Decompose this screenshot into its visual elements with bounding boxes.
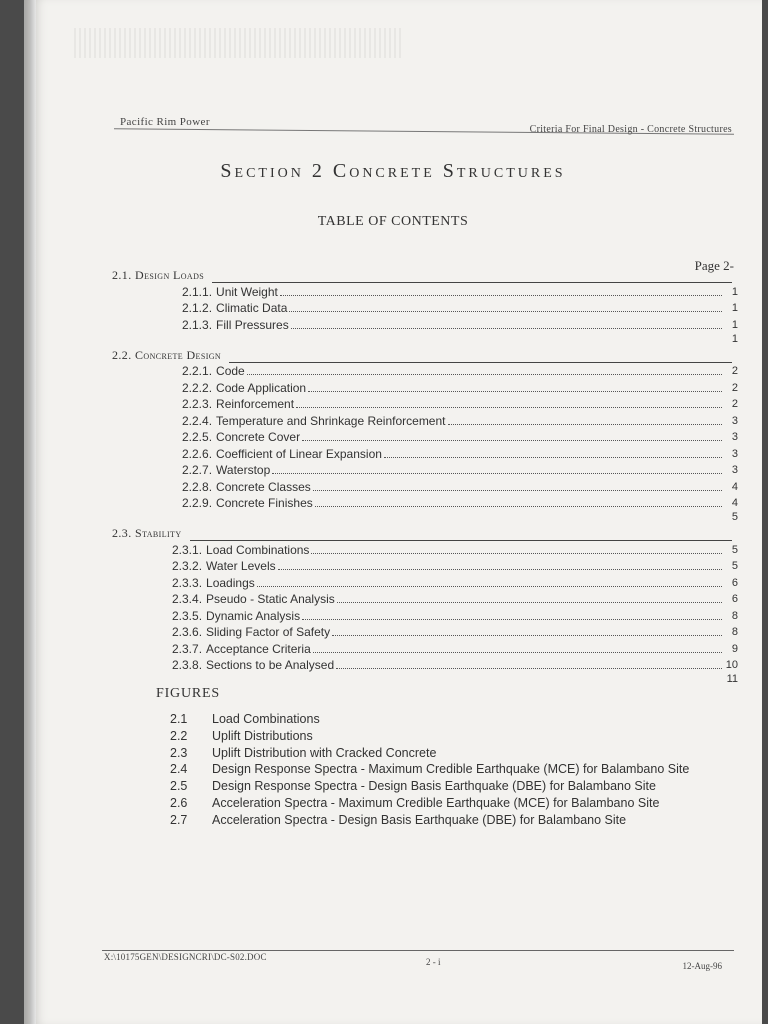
document-page [24, 0, 762, 1024]
toc-entry [112, 316, 738, 333]
toc-group-heading [112, 346, 738, 363]
figure-number: 2.6 [170, 795, 188, 810]
toc-entry-label: Unit Weight [216, 284, 278, 299]
toc-entry-number: 2.3.1. [172, 542, 203, 557]
toc-entry-label: Reinforcement [216, 397, 295, 411]
toc-entry-page: 3 [731, 431, 738, 443]
figure-item [170, 778, 689, 795]
toc-entry-page: 4 [731, 480, 738, 493]
toc-entry-number: 2.1.3. [182, 317, 213, 332]
toc-entry-page: 8 [731, 609, 738, 622]
toc-entry [112, 396, 738, 413]
figure-item [170, 711, 689, 728]
toc-entry-page: 4 [731, 497, 738, 509]
toc-leader-dots [315, 506, 722, 507]
figure-number: 2.5 [170, 779, 188, 794]
figure-label: Design Response Spectra - Design Basis Earthquake (DBE) for Balambano Site [212, 779, 656, 794]
toc-entry [112, 379, 738, 396]
toc-entry-label: Pseudo - Static Analysis [206, 592, 335, 606]
figure-label: Load Combinations [212, 712, 320, 726]
toc-leader-dots [289, 311, 722, 312]
toc-entry-number: 2.2.6. [182, 446, 213, 461]
toc-entry-number: 2.3.8. [172, 658, 203, 672]
footer-date: 12-Aug-96 [682, 961, 722, 971]
toc-leader-dots [308, 391, 722, 392]
toc-entry [112, 591, 738, 608]
toc-trailing-page-number: 1 [731, 332, 738, 345]
toc-leader-dots [291, 328, 722, 329]
toc-entry [112, 640, 738, 657]
figures-title: FIGURES [156, 686, 220, 701]
toc-entry-page: 2 [731, 398, 738, 410]
footer-rule [102, 950, 734, 951]
toc-leader-dots [448, 424, 723, 425]
toc-entry-label: Code Application [216, 380, 307, 395]
toc-entry-page: 6 [731, 576, 738, 589]
toc-entry-number: 2.2.2. [182, 380, 213, 395]
toc-entry-page: 6 [731, 593, 738, 605]
footer-file-path: X:\10175GEN\DESIGNCRI\DC-S02.DOC [104, 952, 267, 962]
toc-entry-number: 2.2.9. [182, 496, 213, 510]
figure-label: Acceleration Spectra - Maximum Credible Earthquake (MCE) for Balambano Site [212, 795, 660, 810]
figure-number: 2.7 [170, 812, 188, 827]
toc-entry-number: 2.3.5. [172, 608, 203, 623]
toc-entry [112, 558, 738, 575]
toc-entry-label: Coefficient of Linear Expansion [216, 446, 382, 461]
toc-entry [112, 478, 738, 495]
toc-group [112, 346, 738, 525]
toc-leader-dots [272, 473, 722, 474]
toc-entry-label: Acceptance Criteria [206, 641, 311, 656]
toc-entry-number: 2.2.4. [182, 413, 213, 428]
toc-group-trailing-page [112, 333, 738, 346]
toc-heading-rule [229, 353, 732, 363]
toc-entry-number: 2.2.1. [182, 364, 213, 378]
toc-entry-label: Climatic Data [216, 301, 288, 315]
toc-heading-rule [212, 273, 732, 283]
toc-entry-label: Loadings [206, 575, 255, 590]
toc-entry-label: Concrete Classes [216, 479, 311, 494]
toc-entry-page: 1 [731, 285, 738, 298]
toc-heading-rule [190, 531, 732, 541]
toc-entry-number: 2.3.3. [172, 575, 203, 590]
toc-entry-page: 2 [731, 381, 738, 394]
toc-entry [112, 363, 738, 380]
toc-entry-page: 10 [725, 659, 738, 671]
toc-entry [112, 574, 738, 591]
section-title: Section 2 Concrete Structures [220, 160, 566, 182]
toc-leader-dots [313, 490, 722, 491]
toc-entry-number: 2.2.5. [182, 430, 213, 444]
toc-entry-number: 2.2.8. [182, 479, 213, 494]
toc-group-trailing-page [112, 673, 738, 686]
toc-leader-dots [296, 407, 722, 408]
toc-entry [112, 445, 738, 462]
page-column-label: Page 2- [694, 258, 734, 273]
toc-entry [112, 607, 738, 624]
toc-entry-page: 9 [731, 642, 738, 655]
toc-entry-label: Code [216, 364, 245, 378]
toc-entry-number: 2.1.1. [182, 284, 213, 299]
toc-entry-page: 5 [731, 560, 738, 572]
toc-entry-label: Sliding Factor of Safety [206, 625, 331, 639]
toc-entry [112, 283, 738, 300]
toc-entry-label: Concrete Finishes [216, 496, 313, 510]
table-of-contents [112, 266, 738, 686]
toc-leader-dots [384, 457, 722, 458]
toc-entry-page: 8 [731, 626, 738, 638]
toc-group-heading-text: 2.2. Concrete Design [112, 347, 222, 362]
toc-entry-page: 1 [731, 318, 738, 331]
toc-entry-label: Fill Pressures [216, 317, 289, 332]
toc-entry [112, 429, 738, 446]
toc-entry [112, 412, 738, 429]
binding-edge [30, 0, 36, 1024]
toc-leader-dots [337, 602, 722, 603]
toc-leader-dots [332, 635, 722, 636]
toc-group-heading-text: 2.1. Design Loads [112, 268, 205, 282]
toc-entry-label: Waterstop [216, 463, 271, 477]
toc-leader-dots [247, 374, 722, 375]
toc-group-heading [112, 266, 738, 283]
toc-entry-label: Water Levels [206, 559, 276, 573]
toc-entry-number: 2.2.7. [182, 463, 213, 477]
toc-entry-label: Load Combinations [206, 542, 310, 557]
toc-entry-label: Dynamic Analysis [206, 608, 301, 623]
toc-leader-dots [313, 652, 722, 653]
toc-entry-number: 2.2.3. [182, 397, 213, 411]
header-company: Pacific Rim Power [120, 116, 210, 128]
figure-label: Design Response Spectra - Maximum Credible Earthquake (MCE) for Balambano Site [212, 762, 690, 777]
figure-label: Uplift Distribution with Cracked Concrete [212, 745, 437, 760]
toc-entry-page: 3 [731, 414, 738, 427]
toc-entry [112, 300, 738, 317]
toc-entry-label: Sections to be Analysed [206, 658, 335, 672]
figure-item [170, 728, 689, 745]
figure-item [170, 761, 689, 778]
toc-leader-dots [311, 553, 722, 554]
toc-leader-dots [302, 440, 722, 441]
toc-entry-page: 5 [731, 543, 738, 556]
figure-number: 2.4 [170, 762, 188, 777]
toc-entry [112, 495, 738, 512]
toc-entry-label: Concrete Cover [216, 430, 301, 444]
toc-entry [112, 657, 738, 674]
toc-entry-page: 3 [731, 464, 738, 476]
toc-entry [112, 462, 738, 479]
header-document-title: Criteria For Final Design - Concrete Structures [529, 124, 732, 135]
toc-entry-number: 2.1.2. [182, 301, 213, 315]
toc-trailing-page-number: 5 [731, 511, 738, 523]
figure-number: 2.1 [170, 712, 188, 726]
toc-trailing-page-number: 11 [726, 673, 738, 685]
toc-entry-number: 2.3.4. [172, 592, 203, 606]
figure-number: 2.3 [170, 745, 188, 760]
toc-leader-dots [302, 619, 722, 620]
figure-label: Uplift Distributions [212, 728, 313, 743]
figure-number: 2.2 [170, 728, 188, 743]
toc-leader-dots [336, 668, 722, 669]
toc-entry-label: Temperature and Shrinkage Reinforcement [216, 413, 446, 428]
scan-noise [74, 28, 404, 58]
toc-entry-number: 2.3.2. [172, 559, 203, 573]
toc-leader-dots [257, 586, 722, 587]
figure-item [170, 745, 689, 762]
toc-group-trailing-page [112, 511, 738, 524]
toc-leader-dots [280, 295, 722, 296]
toc-title: TABLE OF CONTENTS [317, 214, 469, 229]
toc-entry-page: 2 [731, 365, 738, 377]
footer-page-number: 2 - i [426, 957, 441, 967]
toc-entry [112, 541, 738, 558]
toc-entry-number: 2.3.7. [172, 641, 203, 656]
figure-label: Acceleration Spectra - Design Basis Earthquake (DBE) for Balambano Site [212, 812, 627, 827]
toc-entry-number: 2.3.6. [172, 625, 203, 639]
toc-group [112, 266, 738, 346]
toc-leader-dots [278, 569, 722, 570]
toc-entry-page: 1 [731, 302, 738, 314]
figure-item [170, 795, 689, 812]
toc-group-heading [112, 524, 738, 541]
toc-group-heading-text: 2.3. Stability [112, 526, 182, 540]
toc-entry-page: 3 [731, 447, 738, 460]
toc-group [112, 524, 738, 686]
figures-list [170, 711, 689, 829]
figure-item [170, 812, 689, 829]
toc-entry [112, 624, 738, 641]
